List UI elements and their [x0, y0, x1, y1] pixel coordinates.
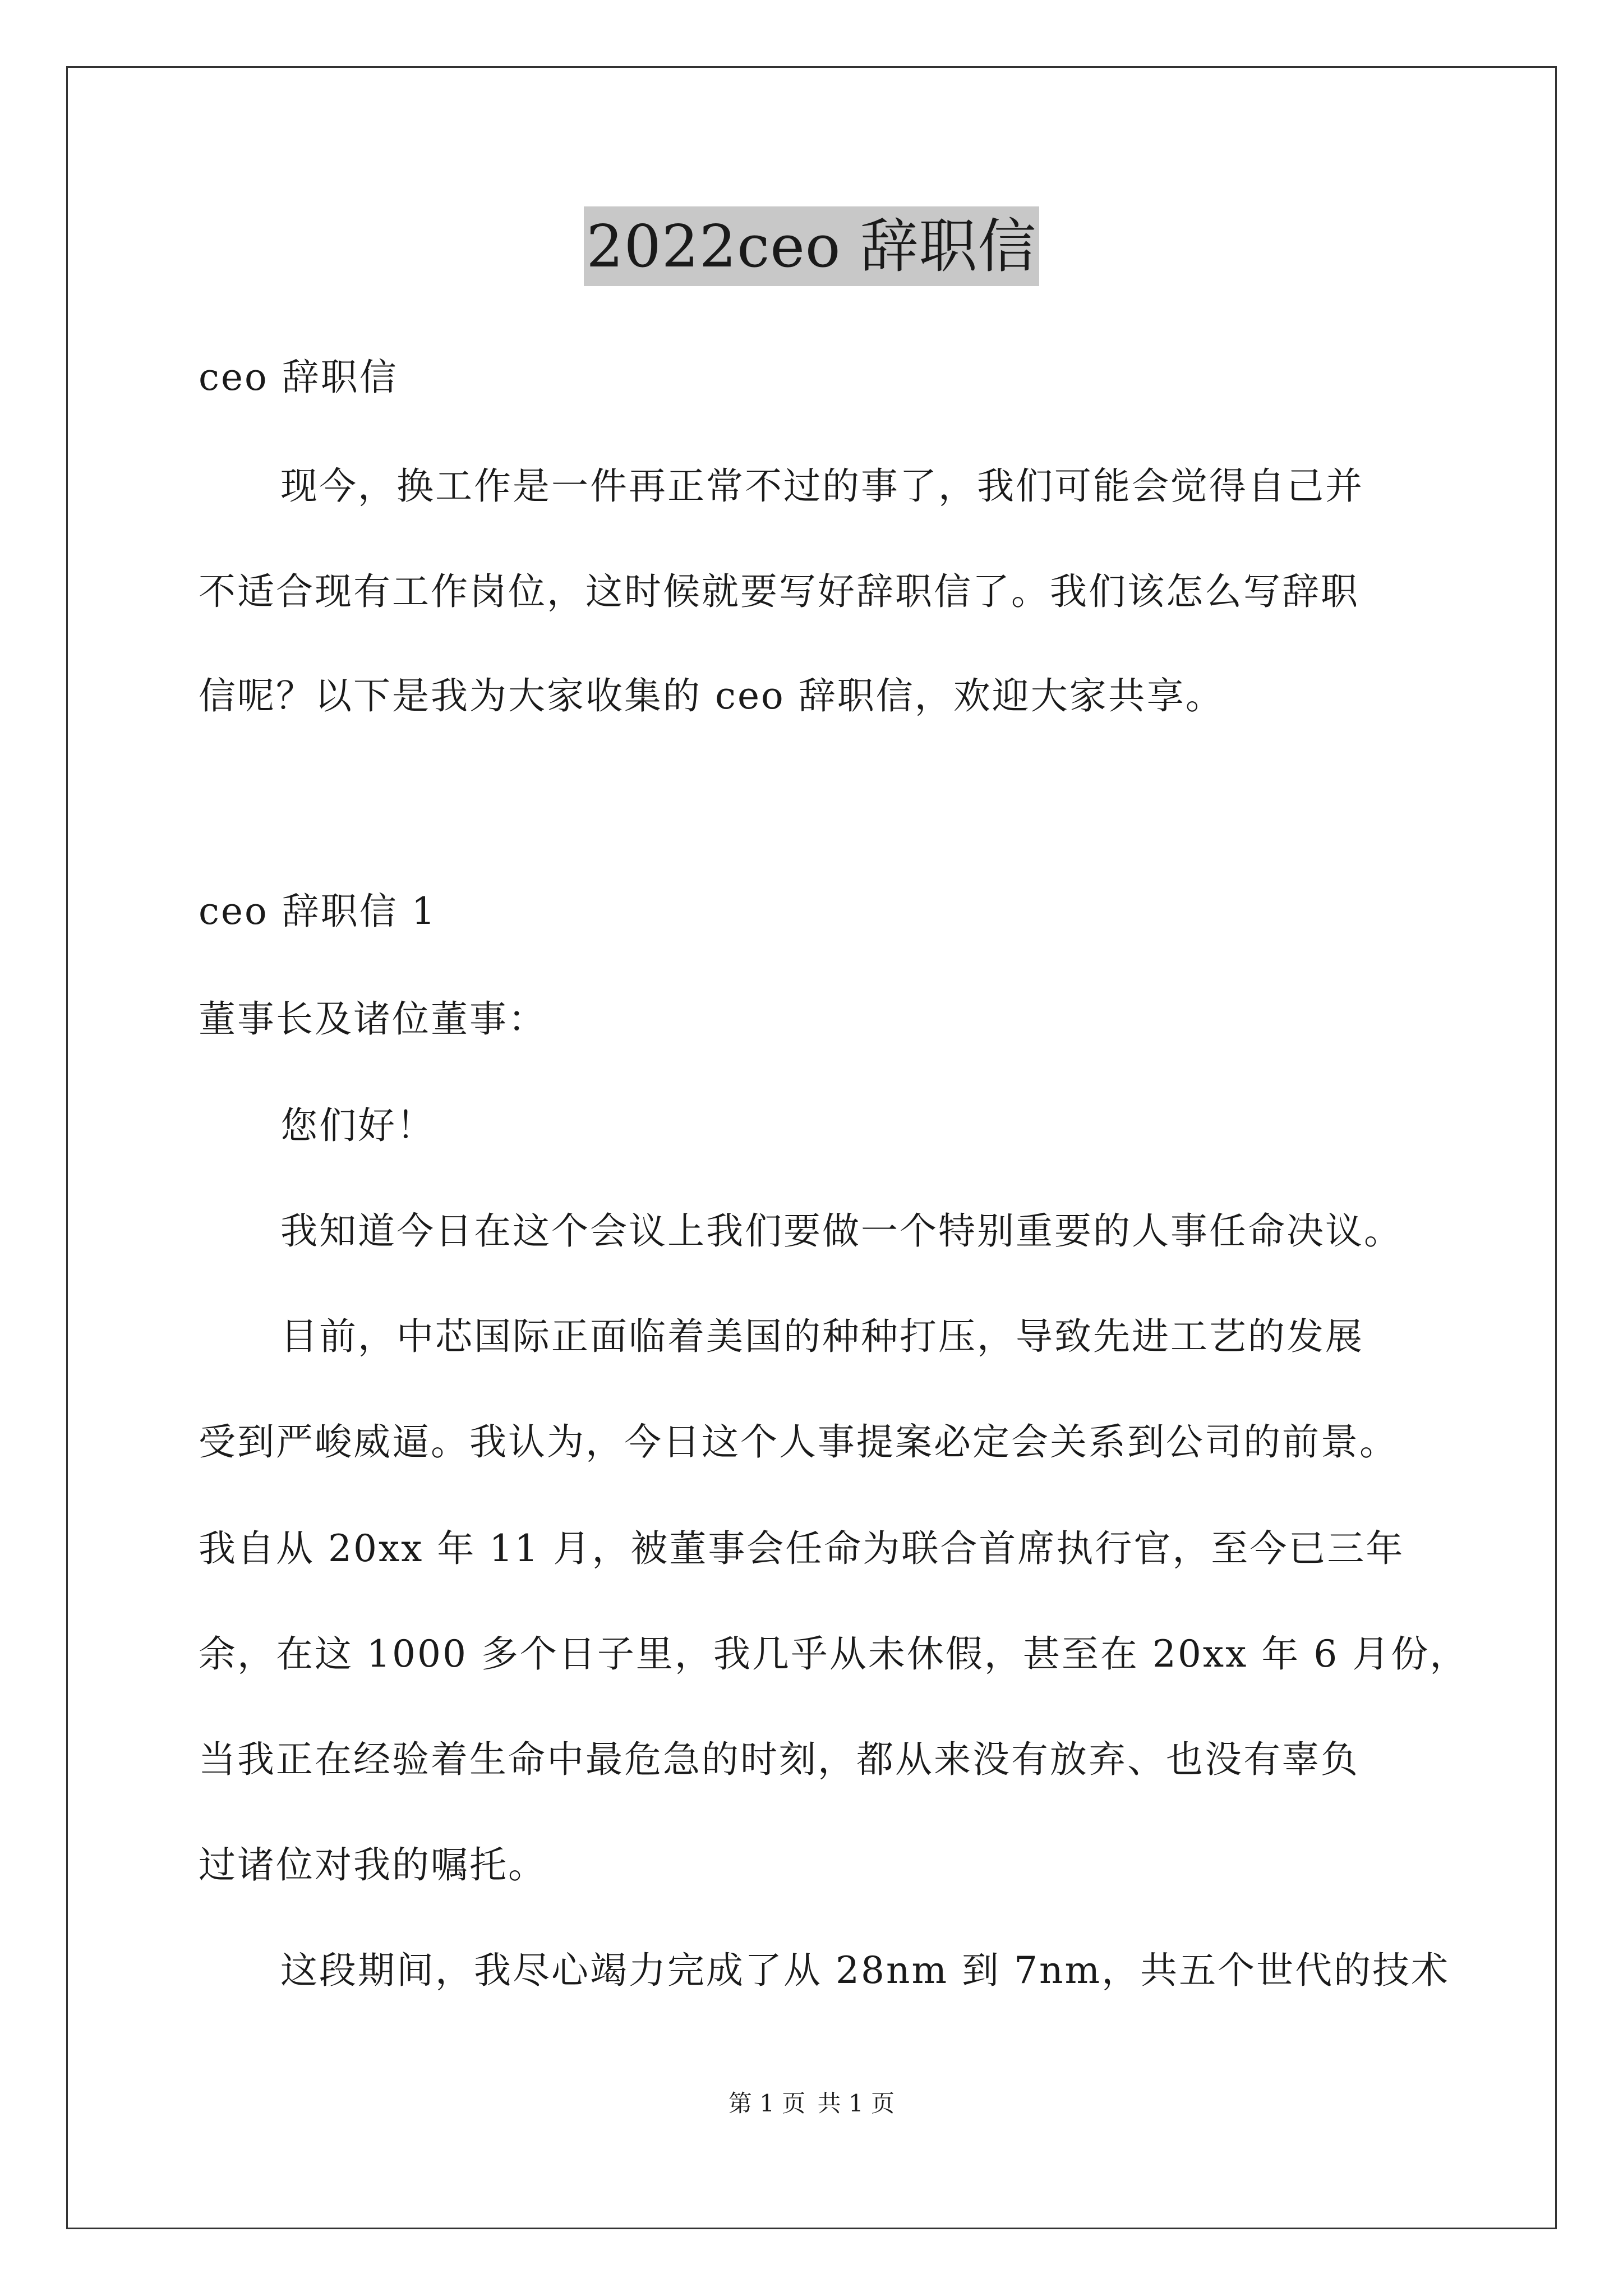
document-title: 2022ceo 辞职信 — [584, 206, 1039, 286]
body-line-1: 我知道今日在这个会议上我们要做一个特别重要的人事任命决议。 — [280, 1209, 1403, 1253]
salutation: 董事长及诸位董事： — [199, 997, 547, 1041]
page-number-total: 共 1 页 — [817, 2090, 895, 2117]
intro-line-2: 不适合现有工作岗位，这时候就要写好辞职信了。我们该怎么写辞职 — [199, 570, 1359, 613]
body-line-4: 我自从 20xx 年 11 月，被董事会任命为联合首席执行官，至今已三年 — [199, 1527, 1405, 1570]
page-number-current: 第 1 页 — [728, 2090, 806, 2117]
body-line-8: 这段期间，我尽心竭力完成了从 28nm 到 7nm，共五个世代的技术 — [280, 1949, 1450, 1992]
intro-line-3: 信呢？以下是我为大家收集的 ceo 辞职信，欢迎大家共享。 — [199, 674, 1224, 717]
body-line-6: 当我正在经验着生命中最危急的时刻，都从来没有放弃、也没有辜负 — [199, 1738, 1359, 1781]
section-heading: ceo 辞职信 — [199, 356, 398, 399]
body-line-2: 目前，中芯国际正面临着美国的种种打压，导致先进工艺的发展 — [280, 1315, 1364, 1358]
body-line-5: 余，在这 1000 多个日子里，我几乎从未休假，甚至在 20xx 年 6 月份， — [199, 1632, 1469, 1676]
intro-line-1: 现今，换工作是一件再正常不过的事了，我们可能会觉得自己并 — [280, 464, 1364, 508]
greeting: 您们好！ — [280, 1104, 435, 1147]
body-line-7: 过诸位对我的嘱托。 — [199, 1843, 547, 1887]
body-line-3: 受到严峻威逼。我认为，今日这个人事提案必定会关系到公司的前景。 — [199, 1420, 1398, 1464]
letter-heading: ceo 辞职信 1 — [199, 890, 437, 933]
title-container — [0, 206, 1623, 286]
page-footer — [0, 2087, 1623, 2120]
